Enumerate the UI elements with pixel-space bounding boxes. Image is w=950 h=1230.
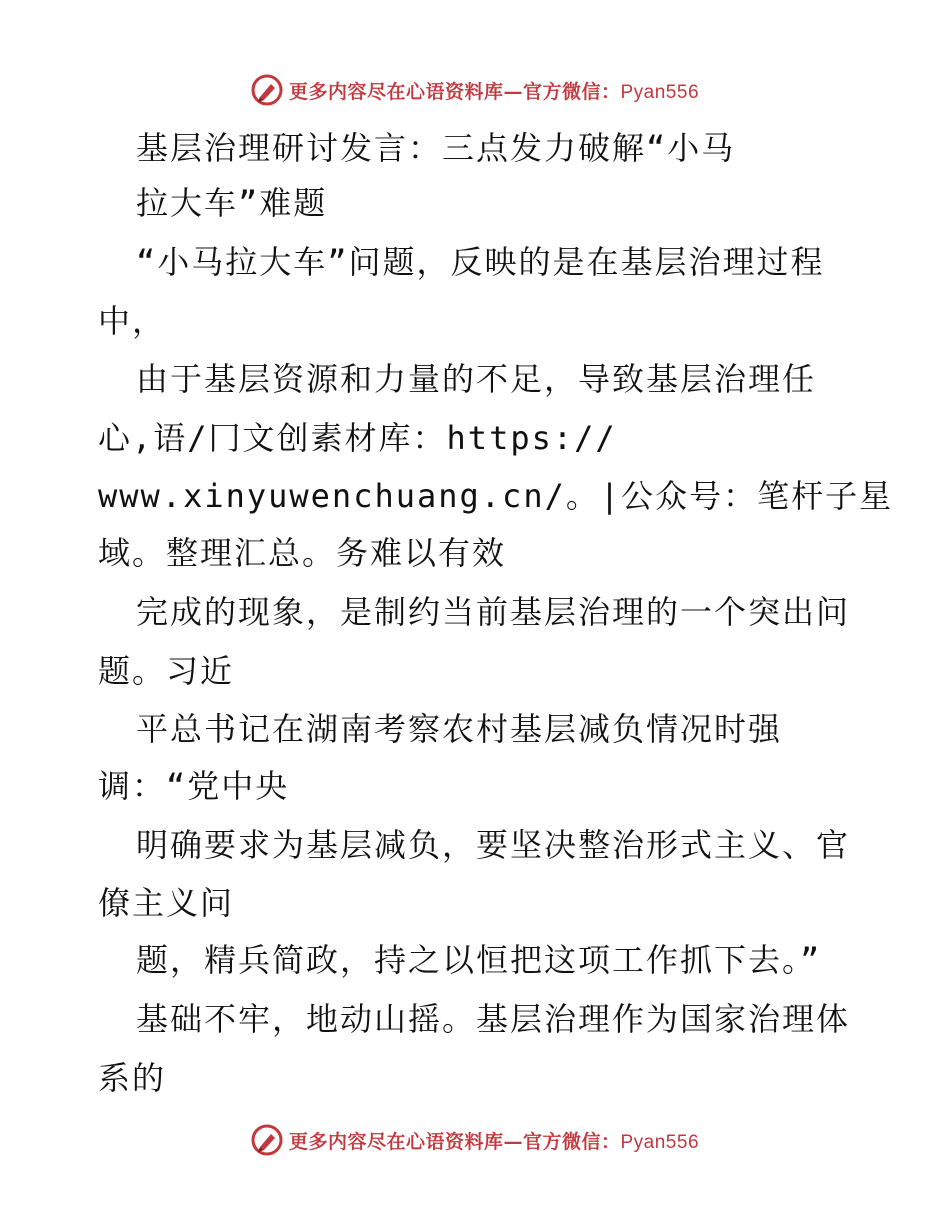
text-line: 基层治理研讨发言：三点发力破解“小马	[136, 129, 736, 167]
footer-banner-text	[289, 1127, 699, 1154]
text-line: 题。习近	[98, 652, 235, 690]
footer-banner	[0, 1120, 950, 1160]
text-line: 调：“党中央	[98, 767, 290, 805]
header-banner-main: 更多内容尽在心语资料库	[288, 80, 504, 103]
text-line: 心,语/冂文创素材库：https://	[98, 419, 617, 457]
header-banner-handle: Pyan556	[620, 81, 700, 103]
footer-banner-sub: 官方微信：	[522, 1130, 621, 1153]
header-banner-dash: —	[503, 80, 523, 103]
text-line: 题，精兵简政，持之以恒把这项工作抓下去。”	[136, 941, 822, 979]
text-line: 僚主义问	[98, 884, 235, 922]
footer-banner-dash: —	[503, 1130, 523, 1153]
text-line: 平总书记在湖南考察农村基层减负情况时强	[136, 710, 783, 748]
header-banner-text	[289, 77, 699, 104]
text-line: 域。整理汇总。务难以有效	[98, 534, 507, 572]
text-line: www.xinyuwenchuang.cn/。|公众号：笔杆子星	[98, 477, 894, 515]
text-line: 拉大车”难题	[136, 184, 328, 222]
footer-banner-main: 更多内容尽在心语资料库	[288, 1130, 504, 1153]
header-banner-sub: 官方微信：	[522, 80, 621, 103]
text-line: 中，	[98, 302, 167, 340]
text-line: 系的	[98, 1059, 167, 1097]
footer-banner-handle: Pyan556	[620, 1131, 700, 1153]
pen-logo-icon	[251, 74, 283, 106]
text-line: 基础不牢，地动山摇。基层治理作为国家治理体	[136, 1000, 851, 1038]
text-line: “小马拉大车”问题，反映的是在基层治理过程	[136, 243, 825, 281]
text-line: 完成的现象，是制约当前基层治理的一个突出问	[136, 593, 851, 631]
header-banner	[0, 70, 950, 110]
pen-logo-icon	[251, 1124, 283, 1156]
text-line: 明确要求为基层减负，要坚决整治形式主义、官	[136, 826, 851, 864]
text-line: 由于基层资源和力量的不足，导致基层治理任	[136, 360, 817, 398]
